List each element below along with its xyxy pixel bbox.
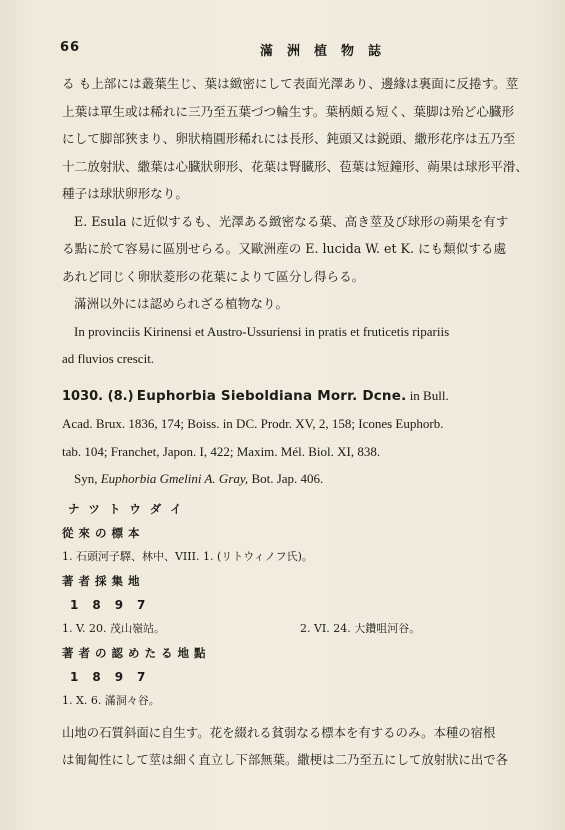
- synonym-line: [62, 465, 532, 493]
- text-line: ad fluvios crescit.: [62, 351, 155, 366]
- collected-locations-label: 著者採集地: [62, 573, 145, 588]
- collected-record: 1. V. 20. 茂山嶺站。: [62, 621, 165, 635]
- citation-text: in Bull.: [409, 387, 449, 403]
- closing-paragraph: [62, 719, 532, 773]
- text-line: る も上部には叢葉生じ、葉は緻密にして表面光澤あり、邊緣は裏面に反捲す。莖: [62, 76, 519, 91]
- synonym-name: Euphorbia Gmelini A. Gray,: [100, 471, 249, 486]
- text-line: E. Esula に近似するも、光澤ある緻密なる葉、高き莖及び球形の蒴果を有す: [74, 213, 509, 229]
- text-line: 十二放射狀、繖葉は心臓狀卵形、花葉は腎臓形、苞葉は短鐘形、蒴果は球形平滑、: [62, 158, 528, 174]
- synonym-reference: Bot. Jap. 406.: [251, 471, 324, 486]
- citation-line: Acad. Brux. 1836, 174; Boiss. in DC. Prodr. XV, 2, 158; Icones Euphorb.: [62, 416, 444, 431]
- observed-record: 1. X. 6. 滿洞々谷。: [62, 693, 160, 707]
- page-body: [62, 70, 532, 773]
- synonym-prefix: Syn,: [74, 471, 98, 486]
- species-name: Euphorbia Sieboldiana Morr. Dcne.: [136, 387, 407, 404]
- text-line: る點に於て容易に區別せらる。又歐洲産の E. lucida W. et K. にも類似する處: [62, 241, 507, 256]
- japanese-name: ナツトウダイ: [68, 501, 191, 516]
- text-line: 山地の石質斜面に自生す。花を綴れる貧弱なる標本を有するのみ。本種の宿根: [62, 724, 496, 740]
- previous-specimen-record: 1. 石頭河子驛、林中、VIII. 1. (リトウィノフ氏)。: [62, 549, 313, 563]
- distribution-note: 滿洲以外には認められざる植物なり。: [74, 296, 289, 311]
- species-entry-heading: [62, 382, 532, 411]
- latin-habitat: [62, 318, 532, 373]
- text-line: は匍匐性にして莖は細く直立し下部無葉。繖梗は二乃至五にして放射狀に出で各: [62, 751, 509, 767]
- previous-specimens-label: 從來の標本: [62, 525, 145, 540]
- text-line: In provinciis Kirinensi et Austro-Ussuriensi in pratis et fruticetis ripariis: [74, 323, 450, 339]
- description-paragraph: [62, 70, 532, 208]
- running-header: [60, 40, 525, 62]
- observed-year: 1897: [70, 669, 160, 684]
- text-line: 種子は球狀卵形なり。: [62, 186, 188, 201]
- citation-line: tab. 104; Franchet, Japon. I, 422; Maxim. Mél. Biol. XI, 838.: [62, 443, 381, 459]
- entry-number: 1030. (8.): [62, 388, 134, 404]
- collected-year: 1897: [70, 597, 160, 612]
- page-number: 66: [60, 40, 81, 55]
- text-line: あれど同じく卵狀菱形の花葉によりて區分し得らる。: [62, 268, 365, 284]
- collected-record: 2. VI. 24. 大鑽咀河谷。: [300, 621, 421, 635]
- collected-records: [62, 617, 532, 641]
- text-line: にして脚部狹まり、卵狀楕圓形稀れには長形、鈍頭又は鋭頭、繖形花序は五乃至: [62, 131, 516, 146]
- text-line: 上葉は單生或は稀れに三乃至五葉づつ輪生す。葉柄頗る短く、葉脚は殆ど心臓形: [62, 103, 515, 119]
- observed-locations-label: 著者の認めたる地點: [62, 645, 211, 660]
- running-title: 滿洲植物誌: [260, 44, 396, 59]
- comparison-paragraph: [62, 208, 532, 291]
